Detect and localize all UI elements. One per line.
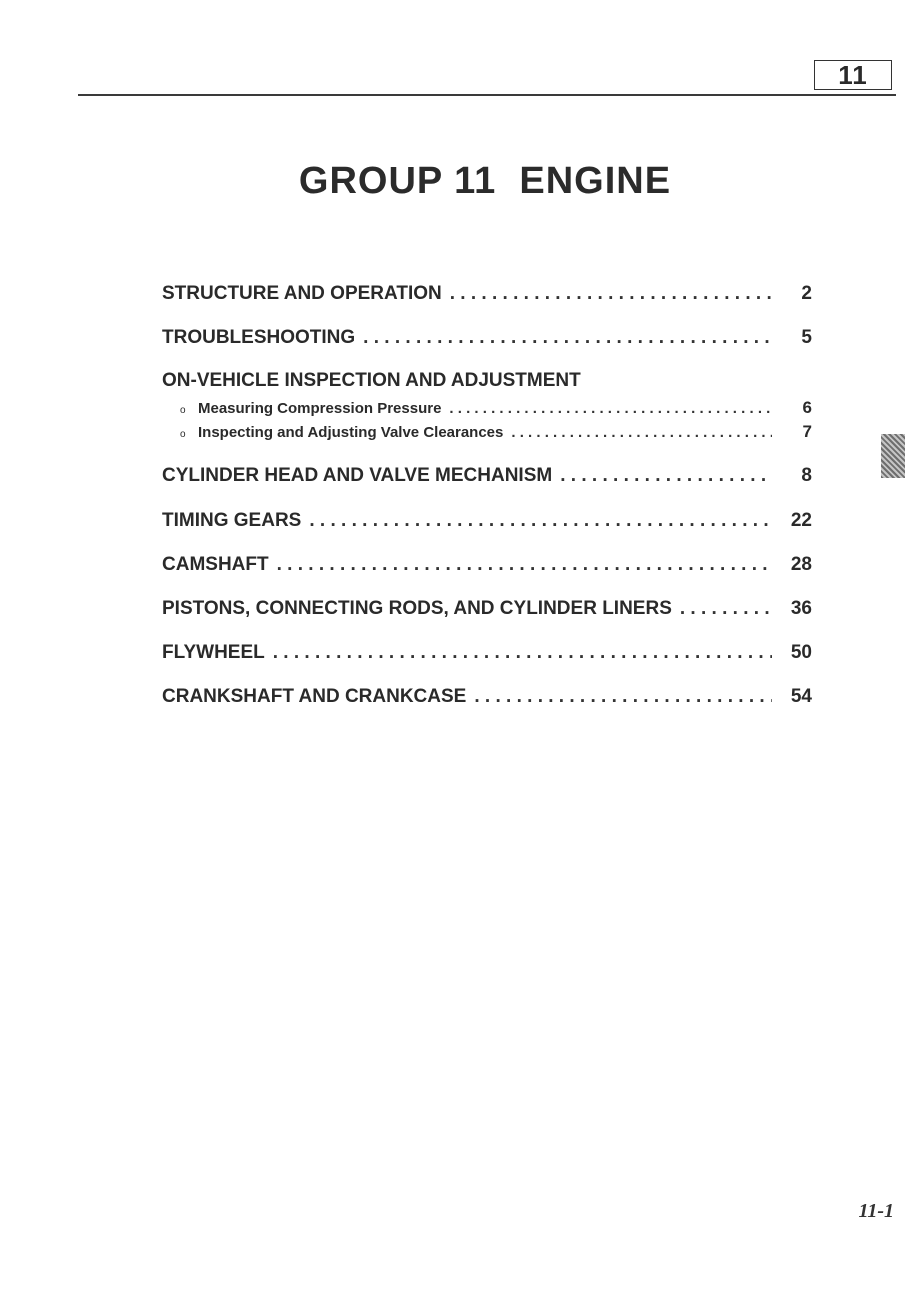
toc-entry-page: 8 [801, 465, 812, 486]
group-number-box [814, 60, 892, 90]
toc-entry-page: 50 [790, 642, 812, 663]
toc-entry-label: CYLINDER HEAD AND VALVE MECHANISM [162, 465, 553, 486]
toc-entry-page: 22 [790, 510, 812, 531]
dot-leader [680, 598, 772, 620]
toc-entry-flywheel[interactable] [162, 642, 812, 666]
dot-leader [474, 686, 772, 708]
page-title: GROUP 11 ENGINE [298, 160, 672, 202]
toc-subentry-page: 7 [802, 422, 812, 441]
toc-subentry-label: Inspecting and Adjusting Valve Clearances [198, 424, 504, 441]
toc-entry-label: CRANKSHAFT AND CRANKCASE [162, 686, 467, 707]
toc-entry-page: 36 [790, 598, 812, 619]
toc-entry-structure[interactable] [162, 283, 812, 307]
toc-subentry-valve-clearances[interactable] [180, 422, 812, 442]
toc-section-on-vehicle[interactable]: ON-VEHICLE INSPECTION AND ADJUSTMENT [162, 370, 581, 391]
dot-leader [309, 510, 772, 532]
dot-leader [449, 400, 772, 417]
toc-entry-label: TROUBLESHOOTING [162, 327, 356, 348]
toc-entry-pistons[interactable] [162, 598, 812, 622]
toc-entry-cylinder-head[interactable] [162, 465, 812, 489]
toc-entry-label: TIMING GEARS [162, 510, 302, 531]
toc-entry-timing-gears[interactable] [162, 510, 812, 534]
toc-entry-page: 2 [801, 283, 812, 304]
dot-leader [560, 465, 772, 487]
toc-entry-page: 5 [801, 327, 812, 348]
dot-leader [511, 424, 772, 441]
toc-entry-page: 28 [790, 554, 812, 575]
toc-entry-label: STRUCTURE AND OPERATION [162, 283, 442, 304]
page-number: 11-1 [858, 1200, 894, 1222]
toc-entry-label: PISTONS, CONNECTING RODS, AND CYLINDER LINERS [162, 598, 672, 619]
bullet-icon: o [180, 429, 186, 440]
toc-entry-label: FLYWHEEL [162, 642, 265, 663]
thumb-index-tab [881, 434, 905, 478]
dot-leader [273, 642, 772, 664]
toc-entry-crankshaft[interactable] [162, 686, 812, 710]
dot-leader [450, 283, 772, 305]
toc-subentry-compression[interactable] [180, 398, 812, 418]
toc-subentry-page: 6 [802, 398, 812, 417]
toc-entry-camshaft[interactable] [162, 554, 812, 578]
toc-entry-page: 54 [790, 686, 812, 707]
group-number: 11 [838, 59, 868, 90]
dot-leader [277, 554, 772, 576]
dot-leader [363, 327, 772, 349]
header-rule [78, 94, 896, 96]
toc-entry-label: CAMSHAFT [162, 554, 269, 575]
toc-entry-troubleshooting[interactable] [162, 327, 812, 351]
bullet-icon: o [180, 405, 186, 416]
toc-subentry-label: Measuring Compression Pressure [198, 400, 442, 417]
